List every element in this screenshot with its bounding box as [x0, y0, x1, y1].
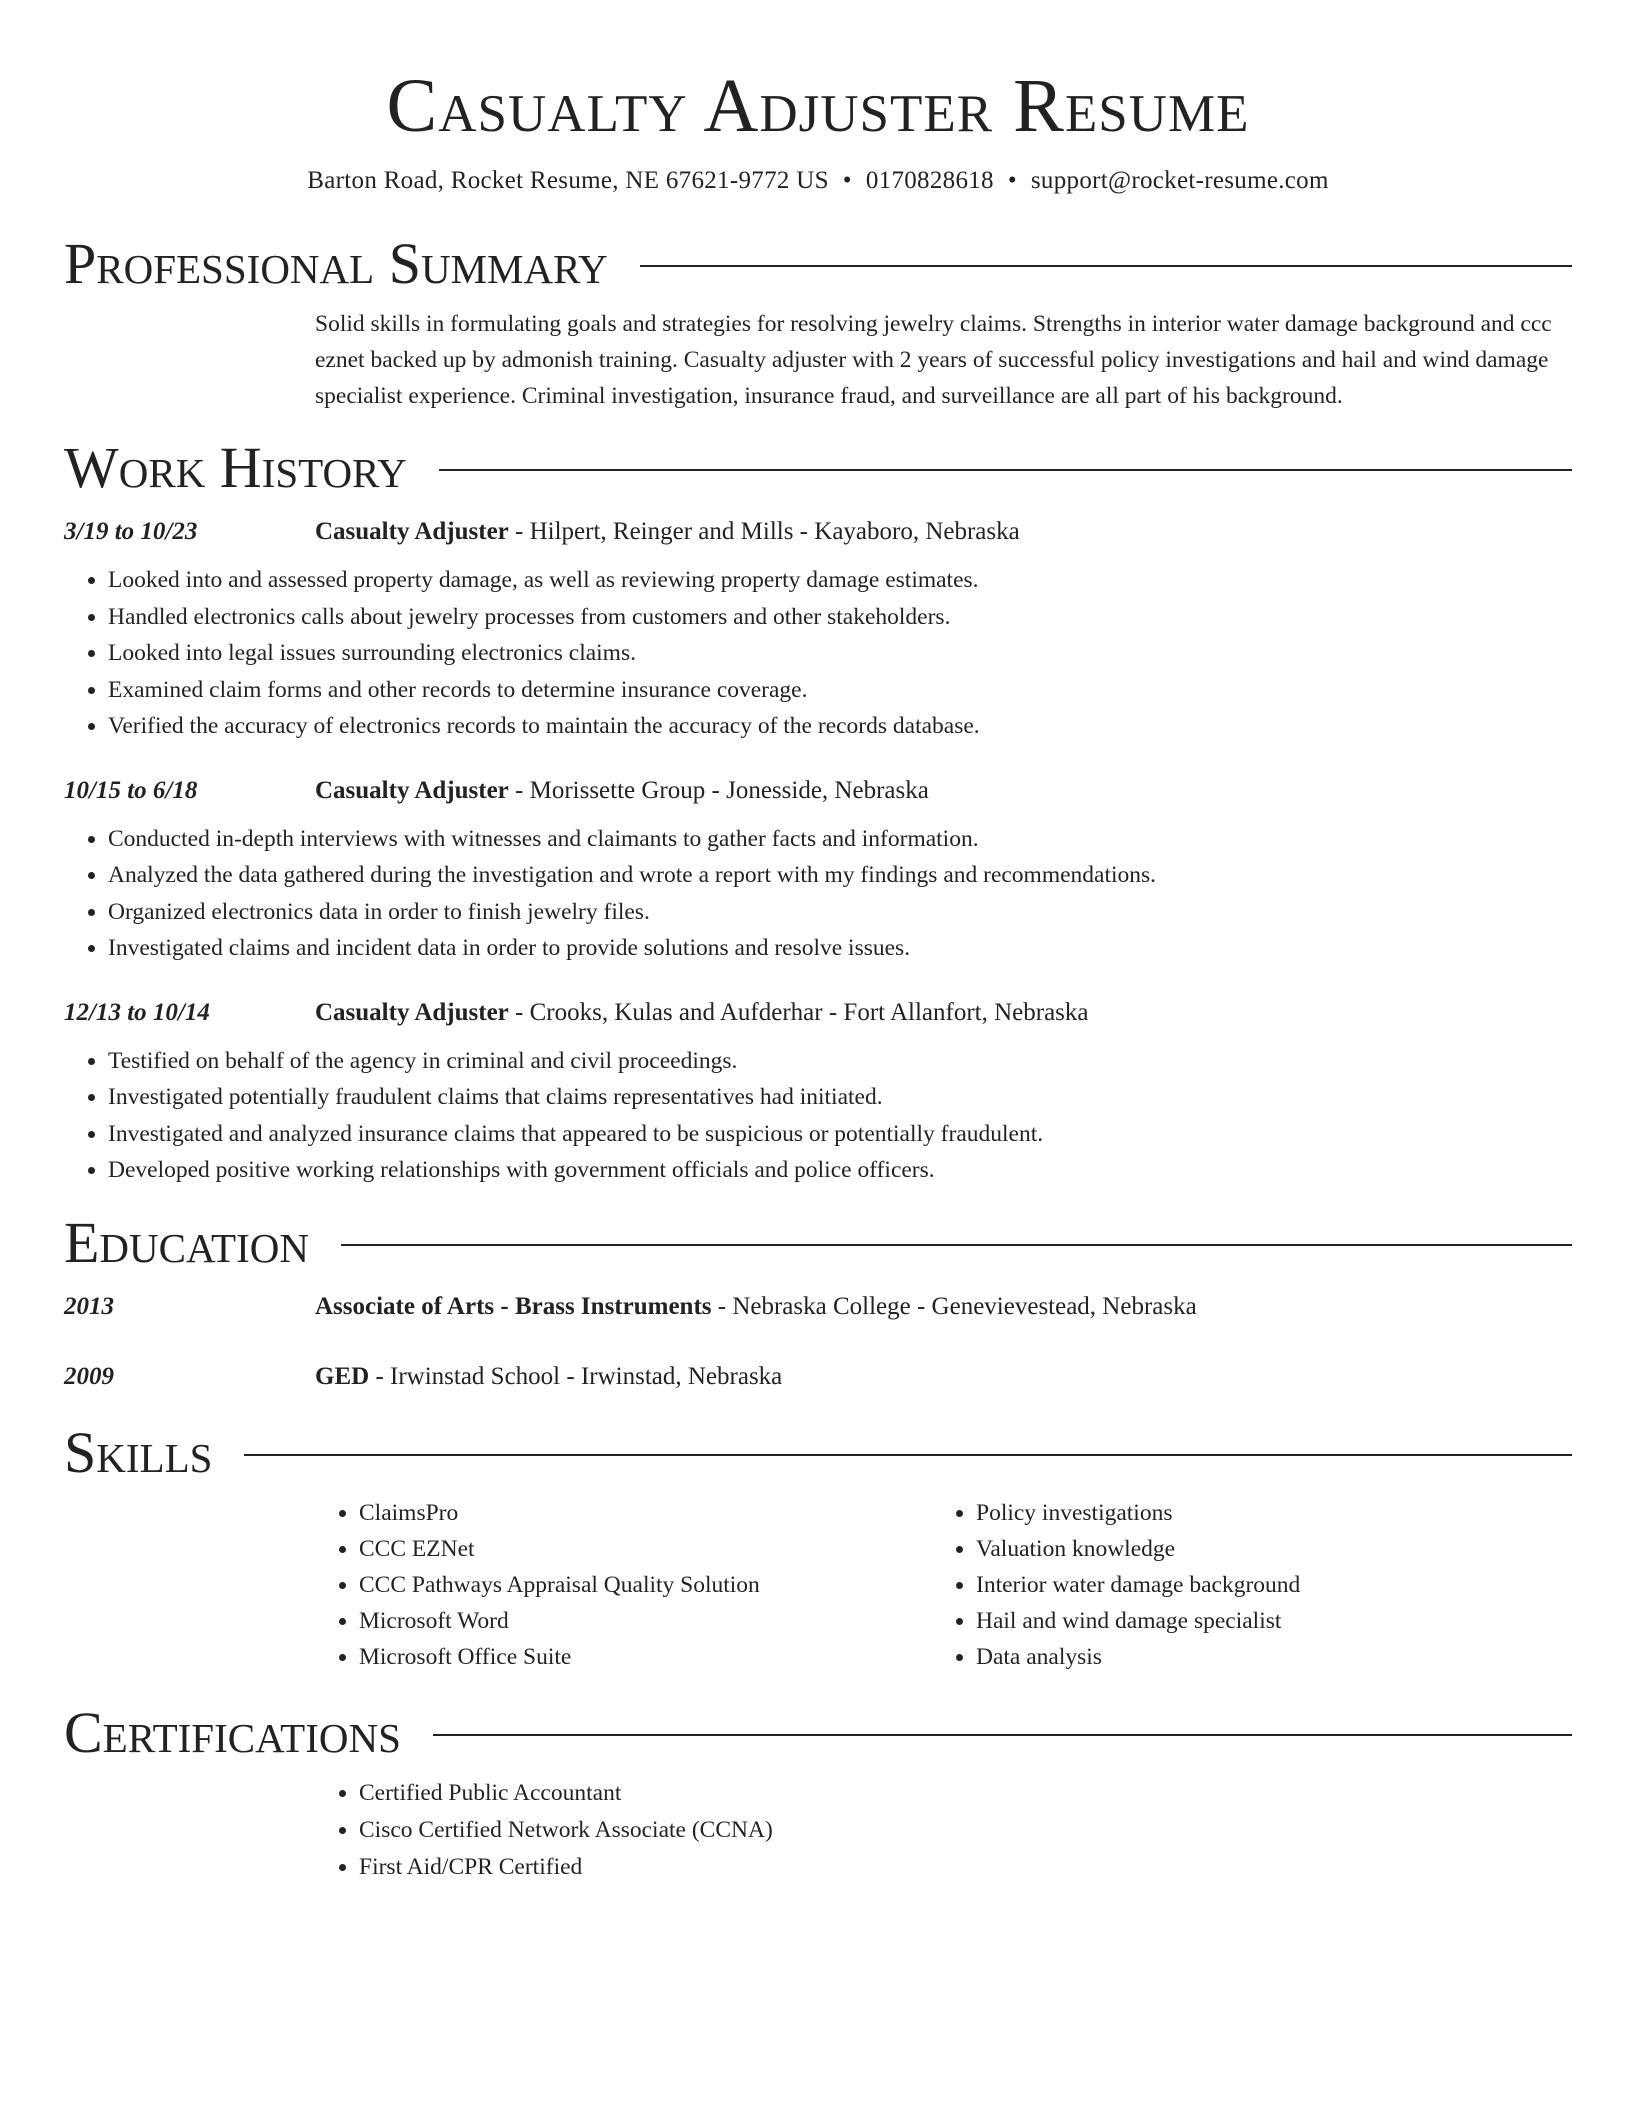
list-item: • Organized electronics data in order to finish jewelry files. — [108, 894, 1572, 931]
education-entry — [64, 1359, 1572, 1395]
resume-title: Casualty Adjuster Resume — [386, 64, 1250, 148]
section-divider — [439, 469, 1572, 471]
section-divider — [244, 1454, 1572, 1456]
resume-page — [64, 0, 1572, 1886]
job-bullets — [64, 1043, 1572, 1189]
list-item: • Developed positive working relationships with government officials and police officers. — [108, 1152, 1572, 1189]
education-heading — [315, 1359, 1572, 1395]
job-heading — [315, 773, 1572, 809]
section-summary-header — [64, 232, 1572, 296]
skills-column-right — [932, 1495, 1549, 1675]
education-entry — [64, 1289, 1572, 1325]
degree: Associate of Arts - Brass Instruments — [315, 1292, 712, 1320]
section-divider — [433, 1734, 1572, 1736]
list-item: • Conducted in-depth interviews with witnesses and claimants to gather facts and information. — [108, 821, 1572, 858]
section-title: Certifications — [64, 1699, 401, 1765]
list-item: • CCC Pathways Appraisal Quality Solution — [359, 1567, 932, 1603]
job-dates: 10/15 to 6/18 — [64, 776, 198, 804]
job-bullets — [64, 562, 1572, 745]
list-item: • Investigated and analyzed insurance claims that appeared to be suspicious or potentially fraudulent. — [108, 1116, 1572, 1153]
section-certifications-header — [64, 1701, 1572, 1765]
separator-dot: • — [1007, 167, 1017, 194]
job-heading — [315, 995, 1572, 1031]
job-entry — [64, 514, 1572, 745]
list-item: • Examined claim forms and other records to determine insurance coverage. — [108, 672, 1572, 709]
degree: GED — [315, 1362, 370, 1390]
list-item: • Valuation knowledge — [976, 1531, 1549, 1567]
list-item: • Testified on behalf of the agency in criminal and civil proceedings. — [108, 1043, 1572, 1080]
list-item: • Verified the accuracy of electronics records to maintain the accuracy of the records database. — [108, 708, 1572, 745]
list-item: • First Aid/CPR Certified — [359, 1849, 1572, 1886]
education-details: - Irwinstad School - Irwinstad, Nebraska — [369, 1362, 783, 1390]
list-item: • Hail and wind damage specialist — [976, 1603, 1549, 1639]
list-item: • ClaimsPro — [359, 1495, 932, 1531]
separator-dot: • — [842, 167, 852, 194]
list-item: • Cisco Certified Network Associate (CCNA) — [359, 1812, 1572, 1849]
education-details: - Nebraska College - Genevievestead, Nebraska — [711, 1292, 1197, 1320]
phone: 0170828618 — [865, 167, 994, 194]
section-skills-header — [64, 1421, 1572, 1485]
job-dates: 12/13 to 10/14 — [64, 998, 210, 1026]
section-education-header — [64, 1211, 1572, 1275]
section-divider — [640, 265, 1572, 267]
education-year: 2013 — [64, 1292, 114, 1320]
list-item: • Handled electronics calls about jewelry processes from customers and other stakeholders. — [108, 599, 1572, 636]
certifications-list — [315, 1775, 1572, 1886]
section-title: Education — [64, 1209, 309, 1275]
job-entry — [64, 995, 1572, 1189]
job-details: - Crooks, Kulas and Aufderhar - Fort Allanfort, Nebraska — [508, 998, 1089, 1026]
section-title: Work History — [64, 435, 407, 500]
job-details: - Morissette Group - Jonesside, Nebraska — [508, 776, 929, 804]
list-item: • Looked into and assessed property damage, as well as reviewing property damage estimates. — [108, 562, 1572, 599]
job-dates: 3/19 to 10/23 — [64, 518, 198, 545]
list-item: • Analyzed the data gathered during the investigation and wrote a report with my findings and recommendations. — [108, 857, 1572, 894]
skills-column-left — [315, 1495, 932, 1675]
job-entry — [64, 773, 1572, 967]
job-title: Casualty Adjuster — [315, 518, 509, 545]
summary-text: Solid skills in formulating goals and strategies for resolving jewelry claims. Strengths in interior water damage background and ccc eznet backed up by admonish training. Casualty adjuster with 2 years of successful policy investigations and hail and wind damage specialist experience. Criminal investigation, insurance fraud, and surveillance are all part of his background. — [315, 311, 1552, 409]
education-year: 2009 — [64, 1362, 114, 1390]
list-item: • CCC EZNet — [359, 1531, 932, 1567]
list-item: • Looked into legal issues surrounding electronics claims. — [108, 635, 1572, 672]
email-link[interactable]: support@rocket-resume.com — [1030, 167, 1329, 194]
address: Barton Road, Rocket Resume, NE 67621-9772 US — [307, 167, 829, 194]
list-item: • Data analysis — [976, 1639, 1549, 1675]
job-title: Casualty Adjuster — [315, 776, 509, 804]
skills-list — [315, 1495, 1572, 1675]
job-title: Casualty Adjuster — [315, 998, 509, 1026]
job-heading — [315, 514, 1572, 550]
section-divider — [341, 1244, 1572, 1246]
section-title: Professional Summary — [64, 231, 608, 296]
list-item: • Investigated potentially fraudulent claims that claims representatives had initiated. — [108, 1079, 1572, 1116]
list-item: • Microsoft Office Suite — [359, 1639, 932, 1675]
list-item: • Microsoft Word — [359, 1603, 932, 1639]
job-details: - Hilpert, Reinger and Mills - Kayaboro, Nebraska — [508, 518, 1020, 545]
list-item: • Interior water damage background — [976, 1567, 1549, 1603]
education-heading — [315, 1289, 1572, 1325]
list-item: • Certified Public Accountant — [359, 1775, 1572, 1812]
list-item: • Investigated claims and incident data in order to provide solutions and resolve issues. — [108, 930, 1572, 967]
list-item: • Policy investigations — [976, 1495, 1549, 1531]
job-bullets — [64, 821, 1572, 967]
contact-line — [64, 164, 1572, 198]
section-work-header — [64, 436, 1572, 500]
section-title: Skills — [64, 1419, 213, 1485]
